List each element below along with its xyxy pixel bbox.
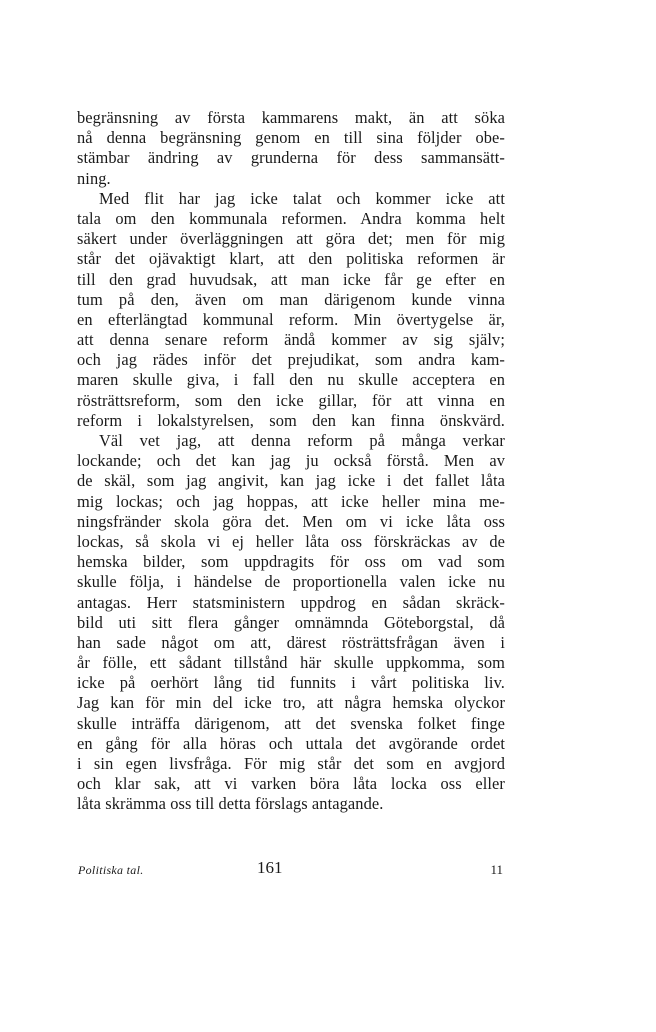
body-text — [77, 108, 505, 815]
text-line: antagas. Herr statsministern uppdrog en sådan skräck- — [77, 592, 505, 612]
text-line: låta skrämma oss till detta förslags antagande. — [77, 794, 384, 814]
running-title: Politiska tal. — [78, 863, 144, 877]
text-line: skulle inträffa därigenom, att det svenska folket finge — [77, 713, 505, 733]
text-line: en gång för alla höras och uttala det avgörande ordet — [77, 733, 505, 753]
text-line: att denna senare reform ändå kommer av sig själv; — [77, 330, 505, 350]
text-line: Jag kan för min del icke tro, att några hemska olyckor — [77, 693, 505, 713]
text-line: han sade något om att, därest rösträttsfrågan även i — [77, 632, 505, 652]
text-line: lockande; och det kan jag ju också förstå. Men av — [77, 451, 505, 471]
text-line: tala om den kommunala reformen. Andra komma helt — [77, 208, 505, 228]
text-line: säkert under överläggningen att göra det; men för mig — [77, 229, 505, 249]
text-line: Väl vet jag, att denna reform på många verkar — [99, 431, 505, 450]
text-line: hemska bilder, som uppdragits för oss om vad som — [77, 552, 505, 572]
text-line: ningsfränder skola göra det. Men om vi icke låta oss — [77, 511, 505, 531]
text-line: till den grad huvudsak, att man icke får ge efter en — [77, 269, 505, 289]
text-line: rösträttsreform, som den icke gillar, för att vinna en — [77, 390, 505, 410]
text-line: ning. — [77, 168, 111, 188]
text-line: maren skulle giva, i fall den nu skulle acceptera en — [77, 370, 505, 390]
text-line: icke på oerhört lång tid funnits i vårt politiska liv. — [77, 673, 505, 693]
text-line: nå denna begränsning genom en till sina följder obe- — [77, 128, 505, 148]
text-line: en efterlängtad kommunal reform. Min övertygelse är, — [77, 309, 505, 329]
text-line: Med flit har jag icke talat och kommer icke att — [99, 188, 505, 208]
page-number: 161 — [257, 858, 283, 877]
text-line: och klar sak, att vi varken böra låta locka oss eller — [77, 774, 505, 794]
text-line: lockas, så skola vi ej heller låta oss förskräckas av de — [77, 531, 505, 551]
text-line: står det ojävaktigt klart, att den politiska reformen är — [77, 249, 505, 269]
text-line: och jag rädes inför det prejudikat, som andra kam- — [77, 350, 505, 370]
text-line: i sin egen livsfråga. För mig står det som en avgjord — [77, 754, 505, 773]
signature-mark: 11 — [490, 862, 503, 877]
text-line: tum på den, även om man därigenom kunde vinna — [77, 289, 505, 309]
text-line: bild uti sitt flera gånger omnämnda Göteborgstal, då — [77, 612, 505, 632]
text-line: mig lockas; och jag hoppas, att icke heller mina me- — [77, 491, 505, 511]
page-footer — [77, 860, 505, 880]
text-line: år fölle, ett sådant tillstånd här skulle uppkomma, som — [77, 653, 505, 673]
text-line: skulle följa, i händelse de proportionella valen icke nu — [77, 572, 505, 592]
text-line: de skäl, som jag angivit, kan jag icke i det fallet låta — [77, 471, 505, 491]
text-line: begränsning av första kammarens makt, än att söka — [77, 108, 505, 127]
text-line: reform i lokalstyrelsen, som den kan finna önskvärd. — [77, 410, 505, 430]
text-line: stämbar ändring av grunderna för dess sammansätt- — [77, 148, 505, 168]
